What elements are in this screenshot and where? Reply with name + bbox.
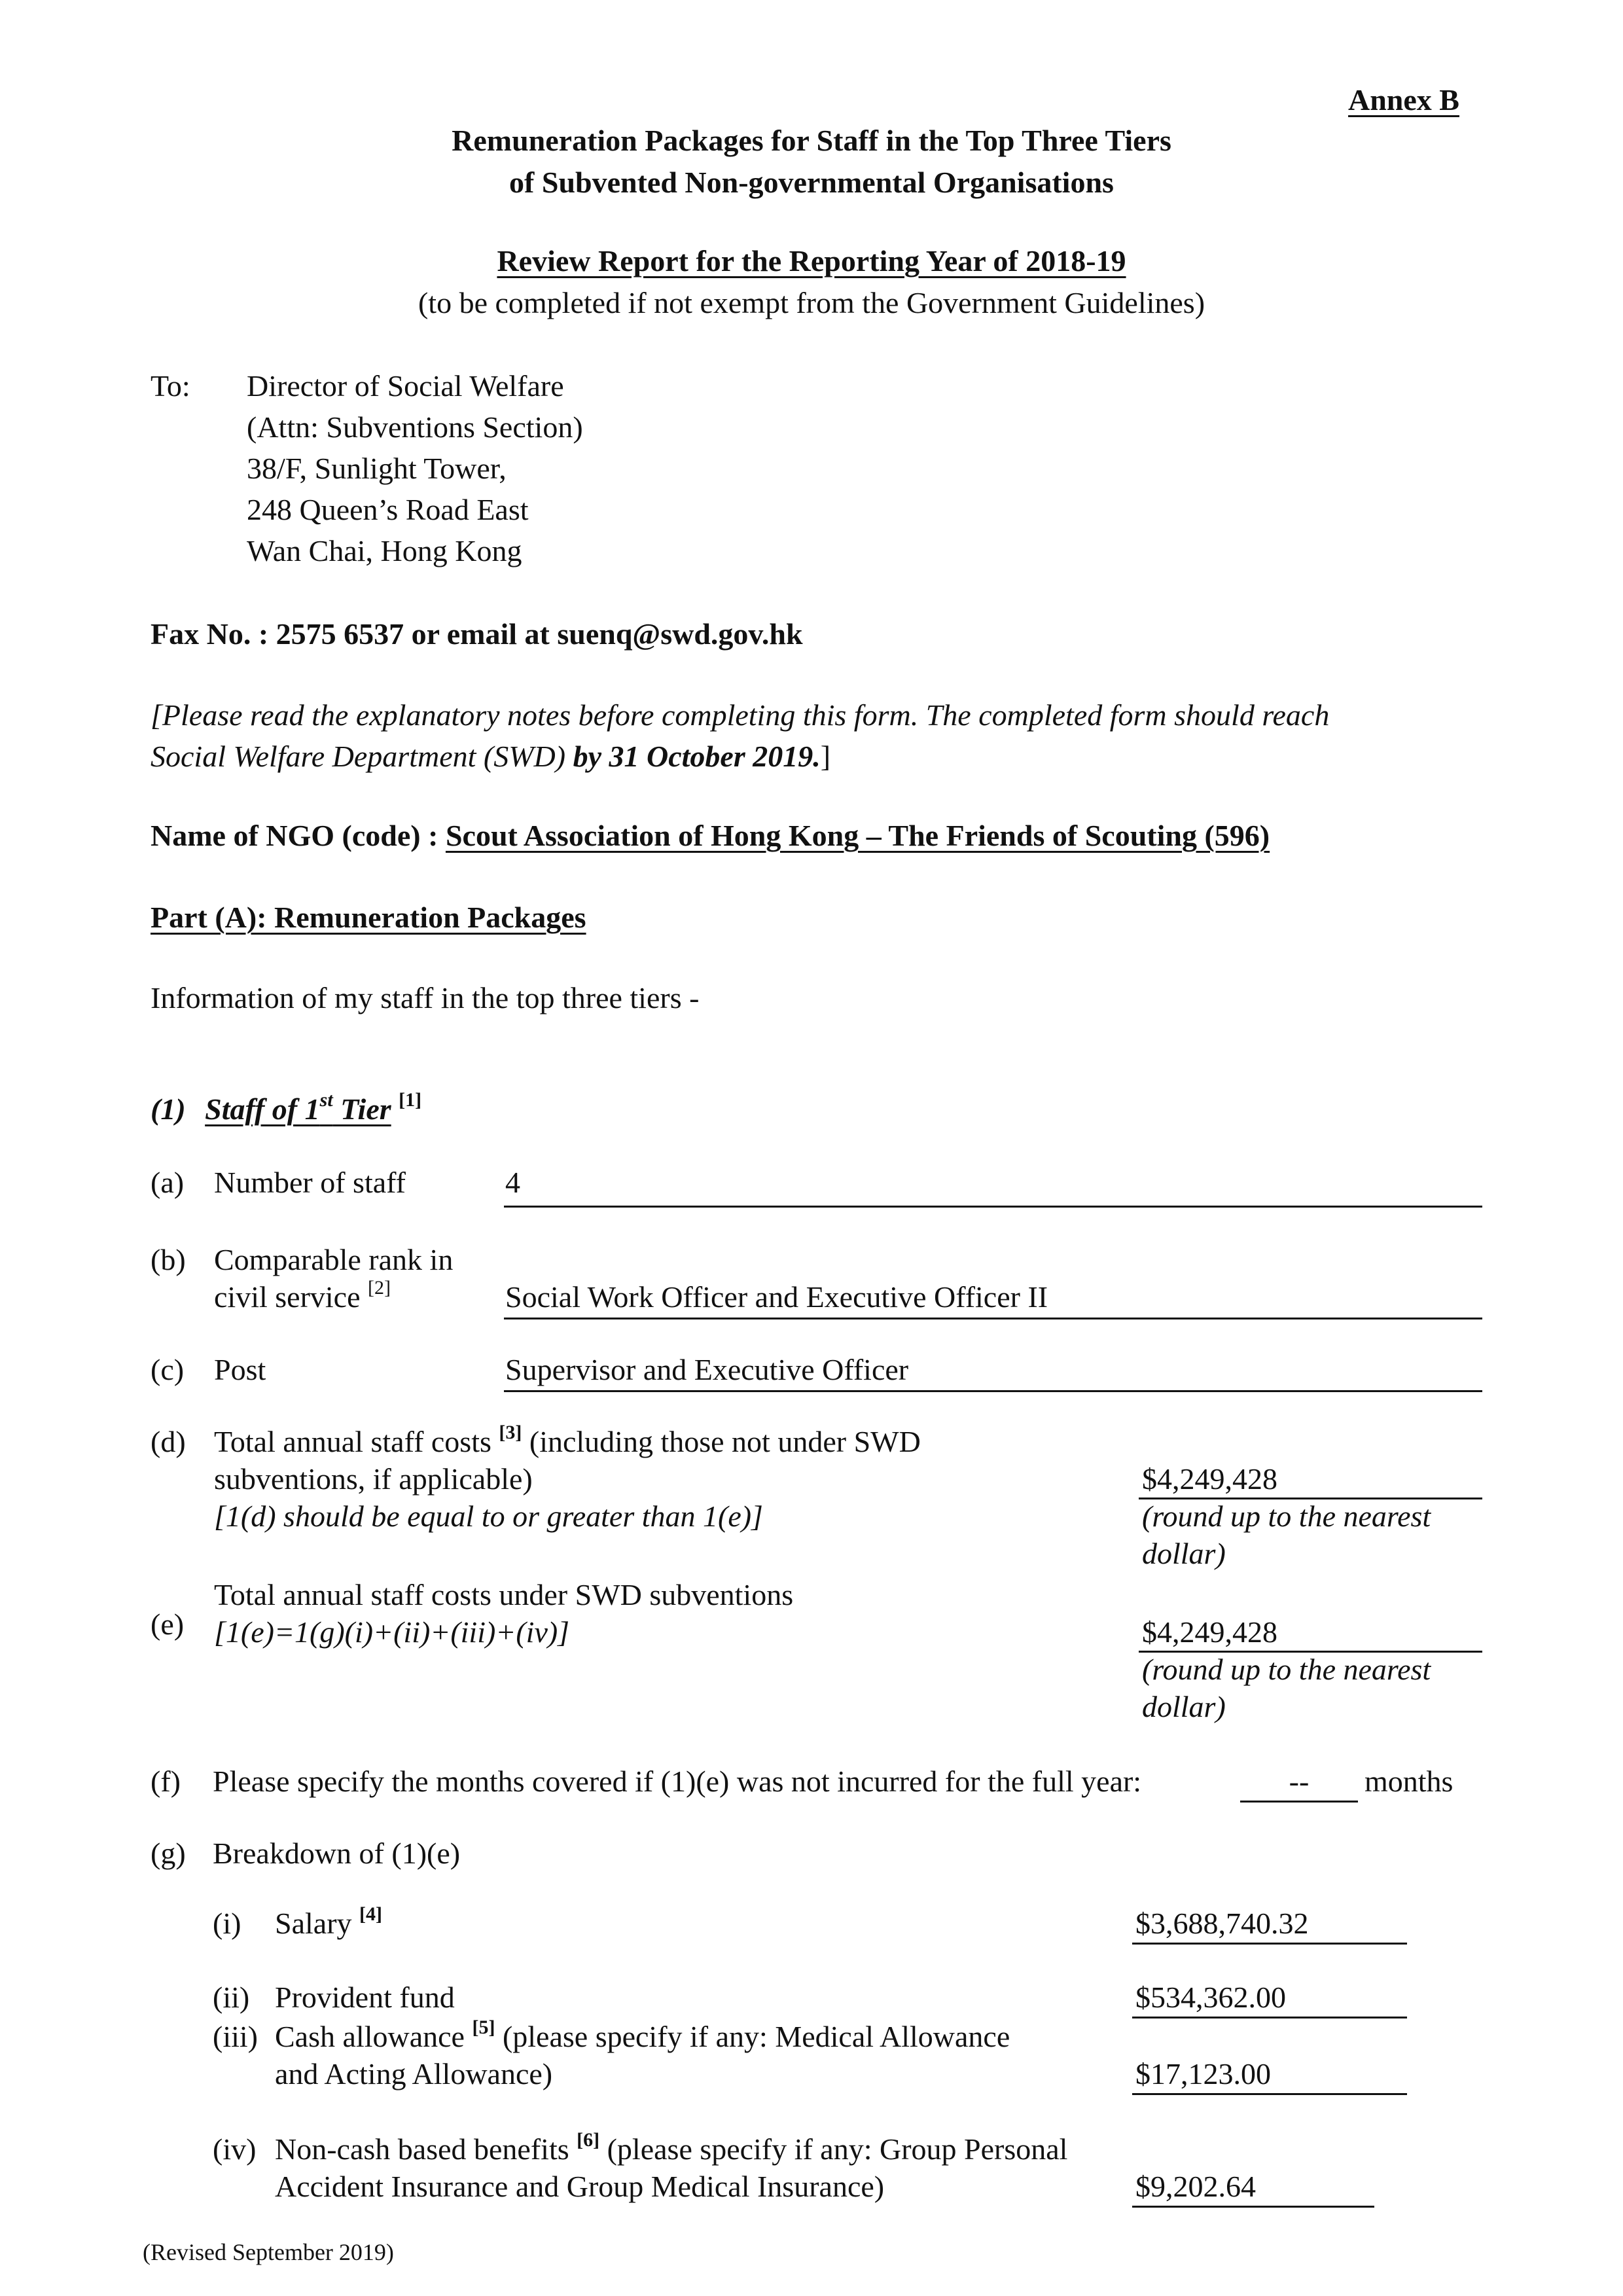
note-line-1: [Please read the explanatory notes before completing this form. The completed form should reach xyxy=(151,698,1330,732)
item-f-label: (f) xyxy=(151,1765,181,1798)
number-of-staff-line xyxy=(504,1206,1482,1208)
item-c-text: Post xyxy=(214,1353,266,1386)
cash-allowance-text-a: Cash allowance xyxy=(275,2020,473,2053)
item-e-text-2: [1(e)=1(g)(i)+(ii)+(iii)+(iv)] xyxy=(214,1615,570,1649)
tier-title xyxy=(205,1089,391,1126)
item-d-label: (d) xyxy=(151,1425,186,1458)
intro-text: Information of my staff in the top three tiers - xyxy=(151,981,700,1014)
salary-text: Salary xyxy=(275,1907,352,1940)
item-g-text: Breakdown of (1)(e) xyxy=(213,1837,461,1870)
cash-allowance-line xyxy=(1132,2093,1407,2095)
salary-ref: [4] xyxy=(359,1903,382,1925)
non-cash-ref: [6] xyxy=(577,2129,600,2151)
address-line: 248 Queen’s Road East xyxy=(247,493,529,526)
item-e-label: (e) xyxy=(151,1607,185,1641)
item-b-text-2 xyxy=(214,1277,391,1314)
note-line-2-text: Social Welfare Department (SWD) xyxy=(151,740,566,773)
non-cash-text-b: (please specify if any: Group Personal xyxy=(599,2132,1068,2166)
fax-line: Fax No. : 2575 6537 or email at suenq@swd.gov.hk xyxy=(151,617,803,651)
tier-title-text: Staff of 1 xyxy=(205,1092,320,1126)
item-b-text-2-main: civil service xyxy=(214,1280,361,1314)
breakdown-i-label: (i) xyxy=(213,1907,241,1940)
part-a-heading: Part (A): Remuneration Packages xyxy=(151,901,586,934)
item-d-text-2: subventions, if applicable) xyxy=(214,1462,533,1496)
item-f-text: Please specify the months covered if (1)(e) was not incurred for the full year: xyxy=(213,1765,1142,1798)
annex-label: Annex B xyxy=(1348,83,1459,117)
round-note-1: (round up to the nearest xyxy=(1142,1499,1431,1533)
report-title: Review Report for the Reporting Year of 2018-19 xyxy=(497,244,1126,278)
address-line: 38/F, Sunlight Tower, xyxy=(247,452,507,485)
breakdown-i-text xyxy=(275,1903,382,1941)
breakdown-iii-label: (iii) xyxy=(213,2020,258,2053)
comparable-rank-value[interactable]: Social Work Officer and Executive Officer II xyxy=(505,1280,1048,1314)
to-label: To: xyxy=(151,369,190,403)
non-cash-text-a: Non-cash based benefits xyxy=(275,2132,577,2166)
months-value[interactable]: -- xyxy=(1289,1765,1310,1798)
item-a-text: Number of staff xyxy=(214,1166,406,1199)
tier-title-sup: st xyxy=(319,1089,333,1111)
item-d-text-1-b: (including those not under SWD xyxy=(522,1425,921,1458)
item-b-ref: [2] xyxy=(368,1277,391,1299)
post-value[interactable]: Supervisor and Executive Officer xyxy=(505,1353,909,1386)
item-d-ref: [3] xyxy=(499,1422,522,1443)
note-deadline: by 31 October 2019. xyxy=(573,740,821,773)
comparable-rank-line xyxy=(504,1318,1482,1319)
total-costs-value[interactable]: $4,249,428 xyxy=(1142,1462,1277,1496)
cash-allowance-ref: [5] xyxy=(472,2017,495,2038)
address-line: Director of Social Welfare xyxy=(247,369,564,403)
non-cash-text-2: Accident Insurance and Group Medical Insurance) xyxy=(275,2170,885,2203)
provident-fund-line xyxy=(1132,2017,1407,2018)
breakdown-ii-label: (ii) xyxy=(213,1981,250,2014)
item-d-text-1-a: Total annual staff costs xyxy=(214,1425,499,1458)
note-bracket: ] xyxy=(820,740,831,773)
item-d-text-1 xyxy=(214,1424,921,1459)
report-subtitle: (to be completed if not exempt from the Government Guidelines) xyxy=(418,286,1205,319)
item-b-text-1: Comparable rank in xyxy=(214,1243,454,1276)
swd-costs-value[interactable]: $4,249,428 xyxy=(1142,1615,1277,1649)
breakdown-iv-label: (iv) xyxy=(213,2132,257,2166)
non-cash-value[interactable]: $9,202.64 xyxy=(1135,2170,1256,2203)
tier-note-ref: [1] xyxy=(399,1089,422,1111)
ngo-name: Scout Association of Hong Kong – The Friends of Scouting (596) xyxy=(445,819,1270,852)
months-unit: months xyxy=(1364,1765,1454,1798)
tier-title-tail: Tier xyxy=(332,1092,391,1126)
address-line: (Attn: Subventions Section) xyxy=(247,410,583,444)
non-cash-text-1 xyxy=(275,2129,1068,2166)
ngo-label: Name of NGO (code) : xyxy=(151,819,438,852)
note-line-2 xyxy=(151,739,830,774)
address-line: Wan Chai, Hong Kong xyxy=(247,534,522,567)
cash-allowance-text-2: and Acting Allowance) xyxy=(275,2057,553,2090)
number-of-staff-value[interactable]: 4 xyxy=(505,1166,520,1199)
item-e-text-1: Total annual staff costs under SWD subventions xyxy=(214,1578,794,1611)
round-note-1: (round up to the nearest xyxy=(1142,1653,1431,1686)
salary-value[interactable]: $3,688,740.32 xyxy=(1135,1907,1309,1940)
provident-fund-text: Provident fund xyxy=(275,1981,455,2014)
provident-fund-value[interactable]: $534,362.00 xyxy=(1135,1981,1286,2014)
round-note-2: dollar) xyxy=(1142,1690,1226,1723)
title-line-1: Remuneration Packages for Staff in the Top Three Tiers xyxy=(452,124,1171,157)
tier-heading xyxy=(151,1089,422,1126)
item-b-label: (b) xyxy=(151,1243,186,1276)
revision-footer: (Revised September 2019) xyxy=(143,2239,394,2265)
cash-allowance-text-1 xyxy=(275,2019,1010,2054)
round-note-2: dollar) xyxy=(1142,1537,1226,1570)
title-line-2: of Subvented Non-governmental Organisations xyxy=(509,166,1114,199)
salary-line xyxy=(1132,1943,1407,1945)
item-d-text-3: [1(d) should be equal to or greater than 1(e)] xyxy=(214,1499,763,1533)
months-line xyxy=(1240,1801,1358,1803)
item-a-label: (a) xyxy=(151,1166,185,1199)
non-cash-line xyxy=(1132,2206,1374,2208)
item-g-label: (g) xyxy=(151,1837,186,1870)
ngo-line xyxy=(151,818,1270,853)
cash-allowance-value[interactable]: $17,123.00 xyxy=(1135,2057,1271,2090)
post-line xyxy=(504,1390,1482,1392)
tier-number: (1) xyxy=(151,1092,186,1126)
item-c-label: (c) xyxy=(151,1353,185,1386)
cash-allowance-text-b: (please specify if any: Medical Allowance xyxy=(495,2020,1010,2053)
